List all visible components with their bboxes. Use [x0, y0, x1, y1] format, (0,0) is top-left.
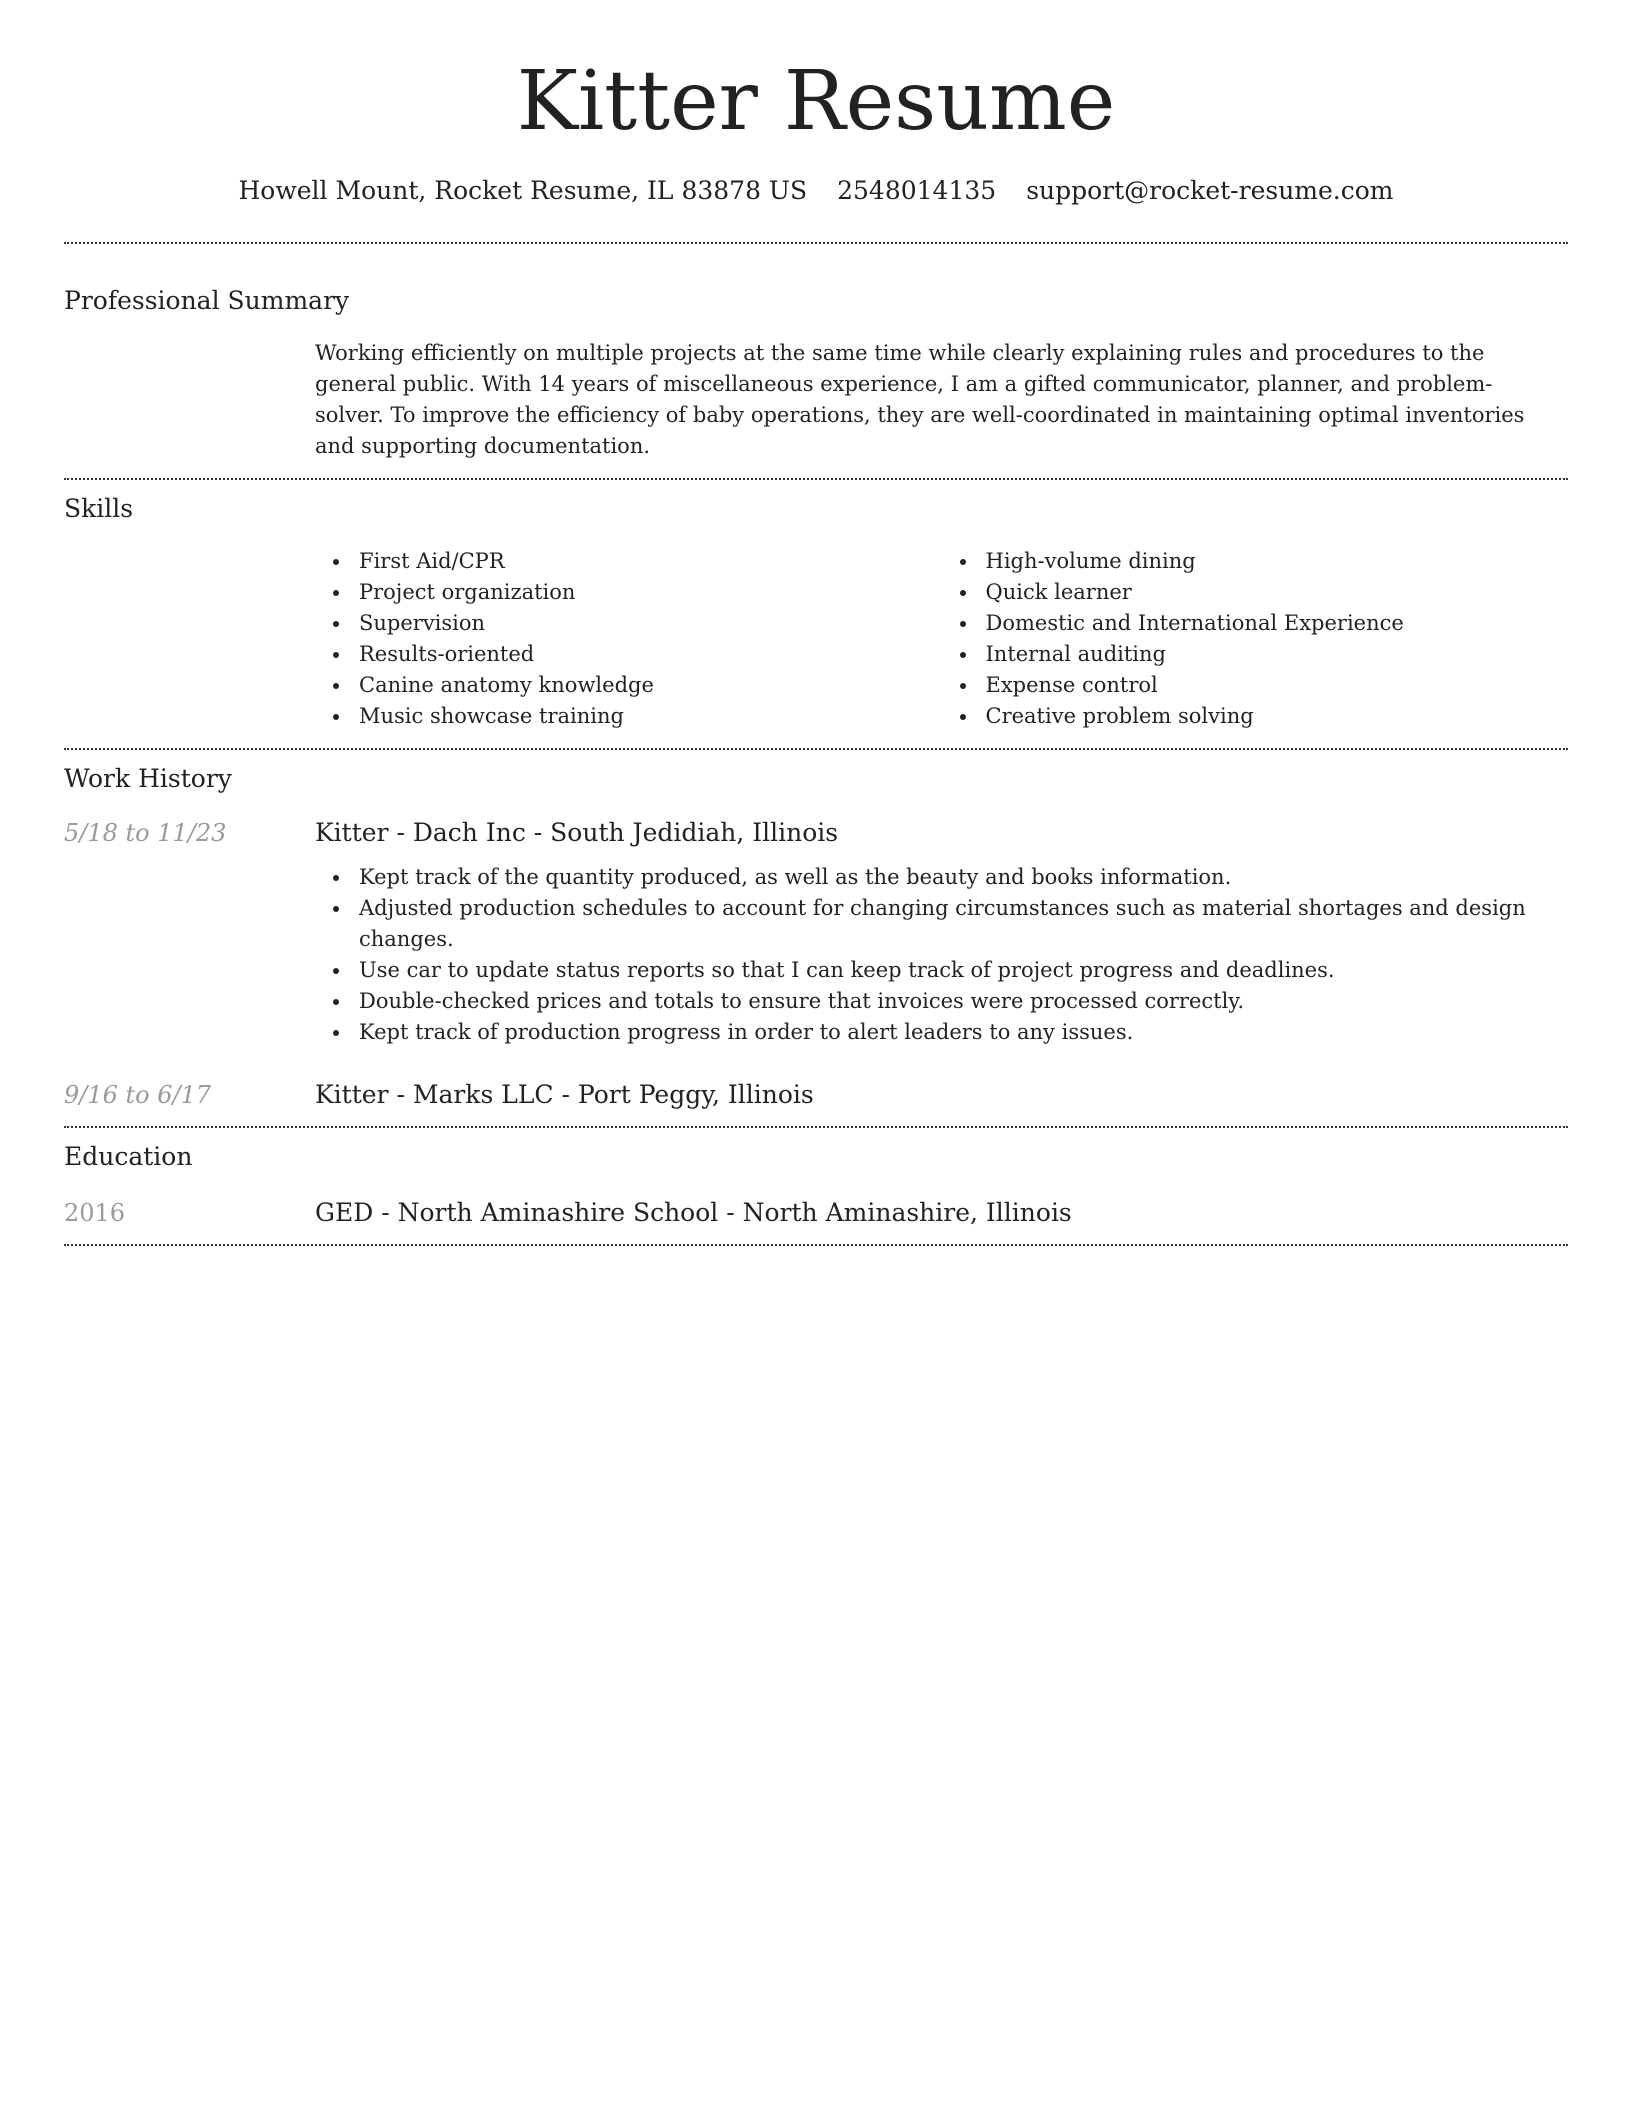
duty-item: Kept track of the quantity produced, as well as the beauty and books information.	[359, 862, 1568, 893]
skill-item: High-volume dining	[986, 546, 1569, 577]
contact-phone: 2548014135	[837, 176, 997, 205]
education-year: 2016	[64, 1199, 126, 1227]
section-title-summary: Professional Summary	[64, 286, 350, 315]
duty-item: Double-checked prices and totals to ensure that invoices were processed correctly.	[359, 986, 1568, 1017]
skills-column-right	[942, 546, 1569, 732]
summary-text: Working efficiently on multiple projects at the same time while clearly explaining rules and procedures to the general public. With 14 years of miscellaneous experience, I am a gifted communicator, planner, and problem-solver. To improve the efficiency of baby operations, they are well-coordinated in maintaining optimal inventories and supporting documentation.	[315, 341, 1525, 458]
job-heading: Kitter - Marks LLC - Port Peggy, Illinois	[315, 1080, 814, 1109]
divider	[64, 478, 1568, 480]
education-heading: GED - North Aminashire School - North Aminashire, Illinois	[315, 1198, 1072, 1227]
skills-column-left	[315, 546, 942, 732]
contact-line	[64, 174, 1568, 208]
skill-item: First Aid/CPR	[359, 546, 942, 577]
skill-item: Expense control	[986, 670, 1569, 701]
divider	[64, 1244, 1568, 1246]
section-title-skills: Skills	[64, 494, 134, 523]
job-duties	[315, 862, 1568, 1048]
contact-address: Howell Mount, Rocket Resume, IL 83878 US	[238, 176, 808, 205]
skill-item: Domestic and International Experience	[986, 608, 1569, 639]
job-entry	[64, 816, 1568, 850]
resume-page	[64, 0, 1568, 1246]
job-heading: Kitter - Dach Inc - South Jedidiah, Illinois	[315, 818, 839, 847]
duty-item: Kept track of production progress in order to alert leaders to any issues.	[359, 1017, 1568, 1048]
resume-name: Kitter Resume	[516, 54, 1116, 149]
duty-item: Use car to update status reports so that I can keep track of project progress and deadlines.	[359, 955, 1568, 986]
divider	[64, 242, 1568, 244]
section-title-education: Education	[64, 1142, 193, 1171]
skill-item: Creative problem solving	[986, 701, 1569, 732]
divider	[64, 748, 1568, 750]
skill-item: Project organization	[359, 577, 942, 608]
job-entry	[64, 1078, 1568, 1112]
job-dates: 5/18 to 11/23	[64, 819, 227, 847]
skill-item: Results-oriented	[359, 639, 942, 670]
skill-item: Internal auditing	[986, 639, 1569, 670]
skill-item: Music showcase training	[359, 701, 942, 732]
duty-item: Adjusted production schedules to account for changing circumstances such as material shortages and design changes.	[359, 893, 1568, 955]
section-title-work: Work History	[64, 764, 232, 793]
skill-item: Canine anatomy knowledge	[359, 670, 942, 701]
skills-list	[315, 546, 1568, 732]
divider	[64, 1126, 1568, 1128]
education-entry	[64, 1196, 1568, 1230]
skill-item: Supervision	[359, 608, 942, 639]
contact-email: support@rocket-resume.com	[1026, 176, 1394, 205]
job-dates: 9/16 to 6/17	[64, 1081, 212, 1109]
skill-item: Quick learner	[986, 577, 1569, 608]
